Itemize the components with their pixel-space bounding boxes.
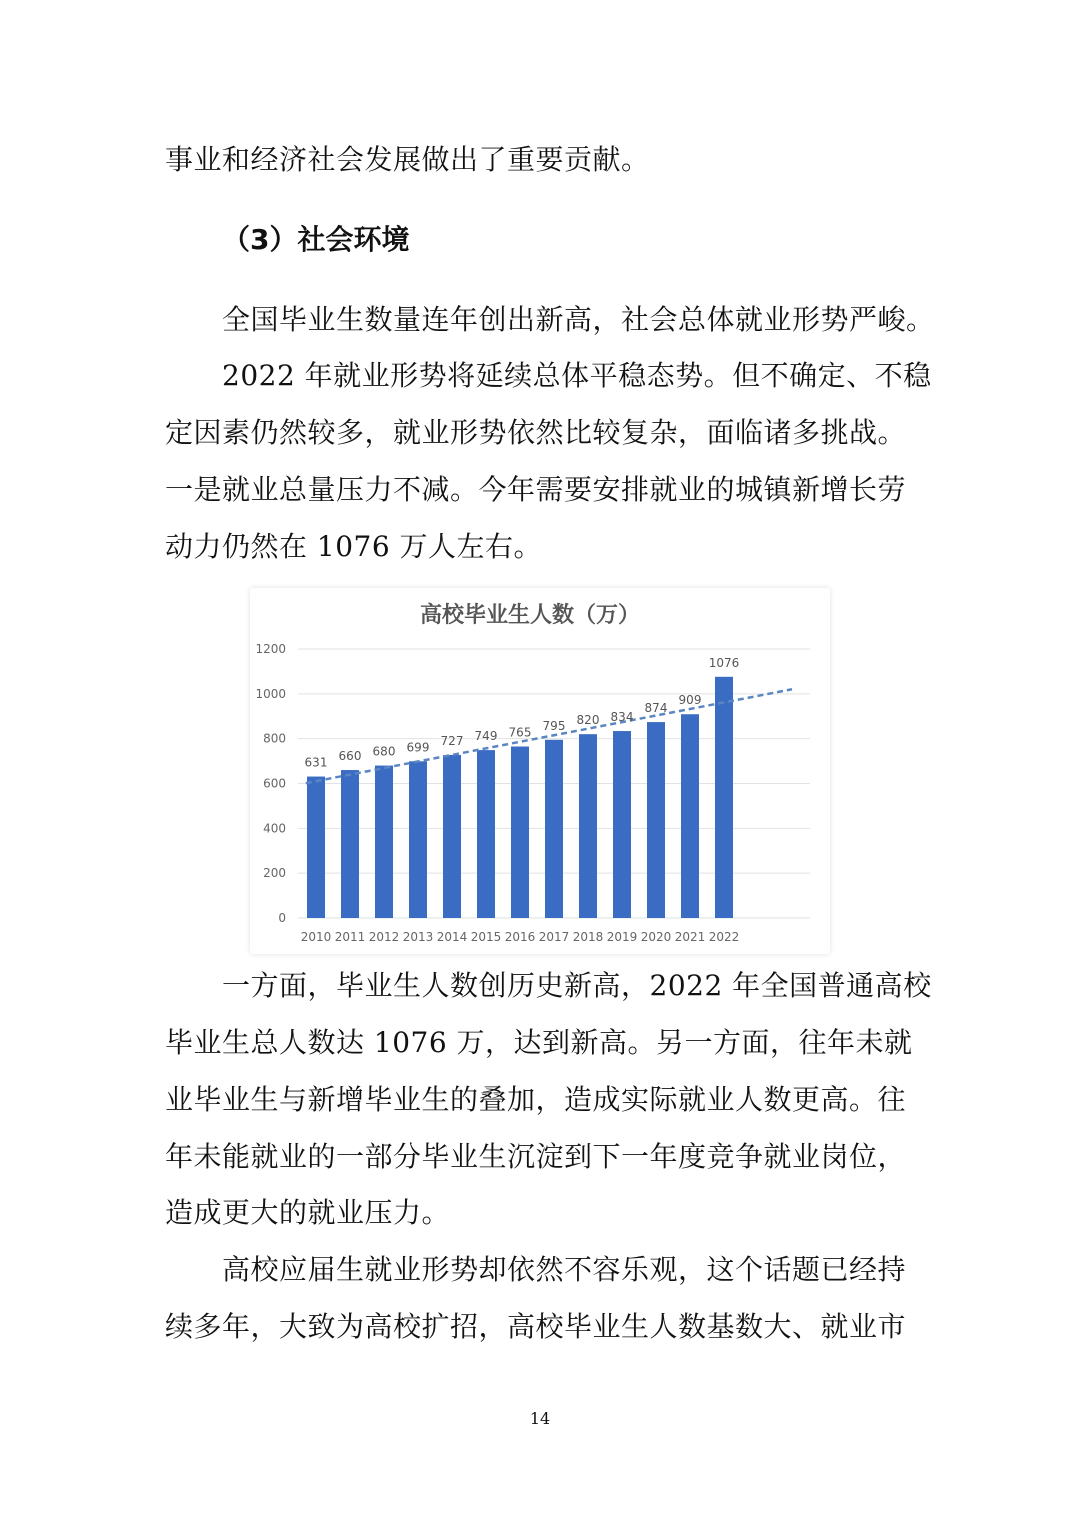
data-label: 834 <box>610 710 634 725</box>
y-tick-label: 1200 <box>255 642 286 656</box>
chart-title: 高校毕业生人数（万） <box>419 603 641 628</box>
bar-2010 <box>307 777 325 918</box>
x-tick-label: 2015 <box>470 930 502 944</box>
bar-2021 <box>681 714 699 918</box>
x-tick-label: 2012 <box>368 930 400 944</box>
data-label: 727 <box>440 734 464 749</box>
paragraph-line: 业毕业生与新增毕业生的叠加，造成实际就业人数更高。往 <box>165 1083 907 1116</box>
data-label: 660 <box>338 749 362 764</box>
data-label: 749 <box>474 729 498 744</box>
paragraph-line: 毕业生总人数达 1076 万，达到新高。另一方面，往年未就 <box>165 1026 913 1059</box>
data-label: 1076 <box>708 655 740 670</box>
y-tick-label: 1000 <box>255 686 286 701</box>
chart-figure <box>250 588 830 954</box>
bar-2016 <box>511 747 529 918</box>
data-label: 874 <box>644 701 668 716</box>
data-label: 909 <box>678 693 702 708</box>
paragraph-line: 2022 年就业形势将延续总体平稳态势。但不确定、不稳 <box>222 359 932 392</box>
paragraph-line: 一方面，毕业生人数创历史新高，2022 年全国普通高校 <box>222 969 932 1002</box>
x-tick-label: 2020 <box>640 930 672 944</box>
bar-2011 <box>341 770 359 918</box>
paragraph-line: 年未能就业的一部分毕业生沉淀到下一年度竞争就业岗位， <box>165 1140 907 1173</box>
x-tick-label: 2019 <box>606 930 638 944</box>
data-label: 795 <box>542 718 566 733</box>
data-label: 820 <box>576 713 600 728</box>
x-tick-label: 2014 <box>436 930 468 944</box>
paragraph-line: 全国毕业生数量连年创出新高，社会总体就业形势严峻。 <box>222 303 935 336</box>
y-tick-label: 800 <box>263 731 286 746</box>
y-tick-label: 0 <box>278 911 286 925</box>
data-label: 765 <box>508 725 532 740</box>
x-tick-label: 2018 <box>572 930 604 944</box>
section-heading: （3）社会环境 <box>222 223 410 256</box>
data-label: 631 <box>304 755 328 770</box>
bar-2014 <box>443 755 461 918</box>
bar-2013 <box>409 761 427 918</box>
paragraph-line: 高校应届生就业形势却依然不容乐观，这个话题已经持 <box>222 1253 907 1286</box>
y-tick-label: 200 <box>263 866 286 881</box>
bar-2015 <box>477 750 495 918</box>
bar-chart <box>250 588 830 954</box>
paragraph-continuation-line: 事业和经济社会发展做出了重要贡献。 <box>165 143 650 176</box>
x-tick-label: 2013 <box>402 930 434 944</box>
data-label: 699 <box>406 740 430 755</box>
axes <box>255 642 739 944</box>
bar-2019 <box>613 731 631 918</box>
y-tick-label: 600 <box>263 776 286 791</box>
x-tick-label: 2017 <box>538 930 570 944</box>
x-tick-label: 2021 <box>674 930 706 944</box>
paragraph-line: 一是就业总量压力不减。今年需要安排就业的城镇新增长劳 <box>165 473 907 506</box>
x-tick-label: 2011 <box>334 930 366 944</box>
x-tick-label: 2016 <box>504 930 536 944</box>
x-tick-label: 2022 <box>708 930 740 944</box>
paragraph-line: 续多年，大致为高校扩招，高校毕业生人数基数大、就业市 <box>165 1310 907 1343</box>
paragraph-line: 动力仍然在 1076 万人左右。 <box>165 530 543 563</box>
paragraph-line: 造成更大的就业压力。 <box>165 1196 451 1229</box>
bar-2020 <box>647 722 665 918</box>
x-tick-label: 2010 <box>300 930 332 944</box>
data-label: 680 <box>372 744 396 759</box>
bar-2022 <box>715 677 733 918</box>
bar-2017 <box>545 740 563 918</box>
bar-2012 <box>375 766 393 918</box>
bar-2018 <box>579 734 597 918</box>
paragraph-line: 定因素仍然较多，就业形势依然比较复杂，面临诸多挑战。 <box>165 416 907 449</box>
page-number: 14 <box>529 1409 551 1428</box>
y-tick-label: 400 <box>263 821 286 836</box>
